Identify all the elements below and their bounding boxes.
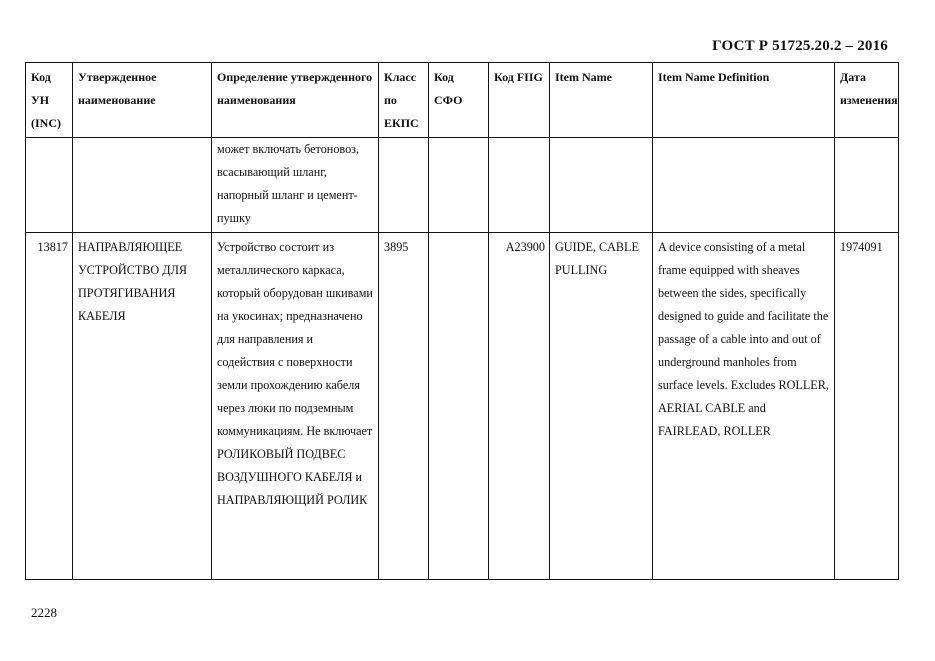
cell-class: 3895 — [379, 233, 429, 580]
cell-item-name — [550, 138, 653, 233]
cell-item-name: GUIDE, CABLE PULLING — [550, 233, 653, 580]
cell-name: НАПРАВЛЯЮЩЕЕ УСТРОЙСТВО ДЛЯ ПРОТЯГИВАНИЯ КАБЕЛЯ — [73, 233, 212, 580]
col-header-item-definition: Item Name Definition — [653, 63, 835, 138]
cell-sfo — [429, 233, 489, 580]
cell-fiig — [489, 138, 550, 233]
table-row — [26, 233, 899, 580]
cell-class — [379, 138, 429, 233]
table-row — [26, 138, 899, 233]
cell-fiig: A23900 — [489, 233, 550, 580]
cell-item-definition — [653, 138, 835, 233]
cell-definition: может включать бетоновоз, всасывающий шланг, напорный шланг и цемент-пушку — [212, 138, 379, 233]
cell-inc: 13817 — [26, 233, 73, 580]
col-header-definition: Определение утвержденного наименования — [212, 63, 379, 138]
cell-date — [835, 138, 899, 233]
cell-date: 1974091 — [835, 233, 899, 580]
col-header-class: Класс по ЕКПС — [379, 63, 429, 138]
cell-definition: Устройство состоит из металлического каркаса, который оборудован шкивами на укосинах; предназначено для направления и содействия с поверхности земли прохождению кабеля через люки по подземным коммуникациям. Не включает РОЛИКОВЫЙ ПОДВЕС ВОЗДУШНОГО КАБЕЛЯ и НАПРАВЛЯЮЩИЙ РОЛИК — [212, 233, 379, 580]
cell-name — [73, 138, 212, 233]
cell-sfo — [429, 138, 489, 233]
col-header-date: Дата изменения — [835, 63, 899, 138]
table-header-row — [26, 63, 899, 138]
cell-inc — [26, 138, 73, 233]
col-header-inc: Код УН (INC) — [26, 63, 73, 138]
cell-item-definition: A device consisting of a metal frame equipped with sheaves between the sides, specifically designed to guide and facilitate the passage of a cable into and out of underground manholes from surface levels. Excludes ROLLER, AERIAL CABLE and FAIRLEAD, ROLLER — [653, 233, 835, 580]
col-header-fiig: Код FIIG — [489, 63, 550, 138]
col-header-approved-name: Утвержденное наименование — [73, 63, 212, 138]
classification-table — [25, 62, 899, 580]
document-standard-code: ГОСТ Р 51725.20.2 – 2016 — [712, 38, 888, 54]
page-number: 2228 — [31, 605, 57, 620]
col-header-item-name: Item Name — [550, 63, 653, 138]
col-header-sfo: Код СФО — [429, 63, 489, 138]
